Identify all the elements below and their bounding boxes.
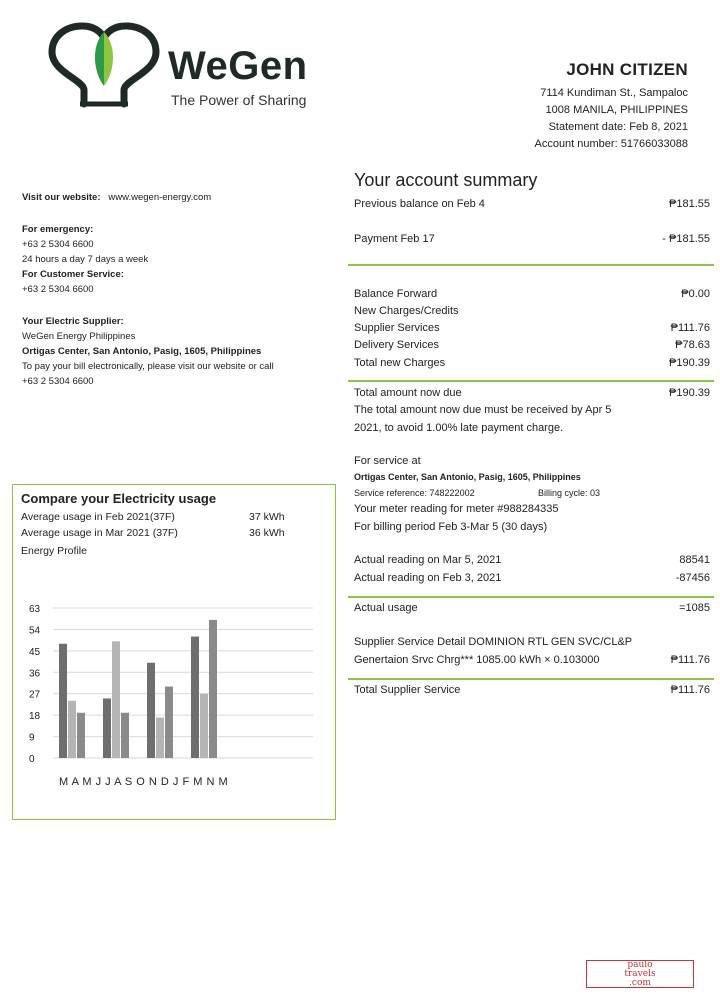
summary-title: Your account summary bbox=[354, 170, 538, 190]
supplier-services-row bbox=[354, 322, 710, 334]
previous-balance-value: ₱181.55 bbox=[669, 198, 710, 210]
lightbulb-logo-icon bbox=[44, 20, 164, 112]
emergency-phone: +63 2 5304 6600 bbox=[22, 239, 94, 250]
total-new-charges-row bbox=[354, 357, 710, 369]
emergency-hours: 24 hours a day 7 days a week bbox=[22, 254, 149, 265]
statement-date: Statement date: Feb 8, 2021 bbox=[548, 121, 688, 133]
actual-usage-row bbox=[354, 602, 710, 614]
watermark-line-1: paulo bbox=[627, 959, 653, 970]
divider bbox=[348, 380, 714, 382]
divider bbox=[348, 596, 714, 598]
service-address: Ortigas Center, San Antonio, Pasig, 1605, Philippines bbox=[354, 472, 581, 482]
energy-profile-label: Energy Profile bbox=[21, 545, 87, 557]
balance-forward-label: Balance Forward bbox=[354, 288, 438, 300]
actual-feb-row bbox=[354, 572, 710, 584]
total-supplier-label: Total Supplier Service bbox=[354, 684, 461, 696]
chart-bar bbox=[147, 663, 155, 758]
supplier-block bbox=[22, 314, 274, 389]
amount-due-label: Total amount now due bbox=[354, 387, 462, 399]
supplier-label: Your Electric Supplier: bbox=[22, 316, 124, 327]
chart-bar bbox=[68, 701, 76, 758]
usage-comparison-box bbox=[12, 484, 336, 820]
divider bbox=[348, 678, 714, 680]
supplier-address: Ortigas Center, San Antonio, Pasig, 1605, Philippines bbox=[22, 346, 262, 357]
usage-title: Compare your Electricity usage bbox=[21, 491, 217, 506]
actual-feb-value: -87456 bbox=[675, 572, 710, 584]
actual-mar-row bbox=[354, 554, 710, 566]
new-charges-row bbox=[354, 305, 710, 317]
supplier-services-label: Supplier Services bbox=[354, 322, 440, 334]
chart-ytick-label: 45 bbox=[29, 646, 41, 658]
brand-name: WeGen bbox=[168, 44, 308, 88]
balance-forward-row bbox=[354, 288, 710, 300]
account-number: Account number: 51766033088 bbox=[534, 138, 688, 150]
chart-ytick-label: 9 bbox=[29, 732, 35, 744]
usage-bar-chart bbox=[13, 485, 335, 819]
service-label: For Customer Service: bbox=[22, 269, 124, 280]
delivery-services-row bbox=[354, 339, 710, 351]
meter-reading: Your meter reading for meter #988284335 bbox=[354, 503, 559, 515]
website-link[interactable]: www.wegen-energy.com bbox=[108, 192, 212, 203]
chart-ytick-label: 63 bbox=[29, 604, 41, 615]
chart-ytick-label: 54 bbox=[29, 625, 41, 637]
customer-address-1: 7114 Kundiman St., Sampaloc bbox=[540, 87, 688, 99]
supplier-detail-row bbox=[354, 654, 710, 666]
chart-ytick-label: 0 bbox=[29, 754, 35, 765]
total-new-charges-value: ₱190.39 bbox=[669, 357, 710, 369]
total-new-charges-label: Total new Charges bbox=[354, 357, 446, 369]
billing-cycle: Billing cycle: 03 bbox=[538, 488, 601, 498]
previous-balance-label: Previous balance on Feb 4 bbox=[354, 198, 485, 210]
chart-bar bbox=[59, 644, 67, 758]
supplier-detail-1: Supplier Service Detail DOMINION RTL GEN SVC/CL&P bbox=[354, 636, 633, 648]
emergency-label: For emergency: bbox=[22, 224, 94, 235]
supplier-services-value: ₱111.76 bbox=[670, 322, 710, 334]
previous-balance-row bbox=[354, 198, 710, 210]
service-phone: +63 2 5304 6600 bbox=[22, 284, 94, 295]
actual-usage-value: =1085 bbox=[679, 602, 710, 614]
pay-phone: +63 2 5304 6600 bbox=[22, 376, 94, 387]
due-note-1: The total amount now due must be received by Apr 5 bbox=[354, 404, 612, 416]
chart-ytick-label: 18 bbox=[29, 711, 41, 723]
actual-usage-label: Actual usage bbox=[354, 602, 418, 614]
supplier-name: WeGen Energy Philippines bbox=[22, 331, 136, 342]
due-note-2: 2021, to avoid 1.00% late payment charge. bbox=[354, 422, 564, 434]
chart-xtick-labels: M A M J J A S O N D J F M N M bbox=[59, 776, 229, 788]
balance-forward-value: ₱0.00 bbox=[681, 288, 710, 300]
usage-mar-value: 36 kWh bbox=[249, 527, 285, 539]
payment-row bbox=[354, 233, 710, 245]
chart-bar bbox=[200, 694, 208, 758]
brand-tagline: The Power of Sharing bbox=[171, 92, 307, 108]
chart-bar bbox=[209, 620, 217, 758]
new-charges-label: New Charges/Credits bbox=[354, 305, 459, 317]
billing-period: For billing period Feb 3-Mar 5 (30 days) bbox=[354, 521, 548, 533]
customer-address-2: 1008 MANILA, PHILIPPINES bbox=[545, 104, 688, 116]
usage-feb-label: Average usage in Feb 2021(37F) bbox=[21, 511, 175, 523]
service-reference: Service reference: 748222002 bbox=[354, 488, 475, 498]
chart-ytick-label: 36 bbox=[29, 668, 41, 680]
supplier-detail-2: Genertaion Srvc Chrg*** 1085.00 kWh × 0.103000 bbox=[354, 654, 600, 666]
chart-bar bbox=[156, 718, 164, 758]
contact-block bbox=[22, 222, 148, 297]
watermark-stamp bbox=[586, 960, 694, 988]
payment-value: - ₱181.55 bbox=[662, 233, 710, 245]
usage-mar-label: Average usage in Mar 2021 (37F) bbox=[21, 527, 178, 539]
pay-text: To pay your bill electronically, please visit our website or call bbox=[22, 361, 274, 372]
delivery-services-value: ₱78.63 bbox=[675, 339, 710, 351]
supplier-detail-value: ₱111.76 bbox=[670, 654, 710, 666]
chart-bar bbox=[112, 641, 120, 758]
chart-bar bbox=[191, 637, 199, 758]
usage-feb-value: 37 kWh bbox=[249, 511, 285, 523]
service-for-label: For service at bbox=[354, 455, 421, 467]
watermark-line-3: .com bbox=[629, 977, 651, 988]
actual-mar-label: Actual reading on Mar 5, 2021 bbox=[354, 554, 502, 566]
amount-due-row bbox=[354, 387, 710, 399]
website-label: Visit our website: bbox=[22, 192, 101, 203]
watermark-line-2: travels bbox=[624, 968, 656, 979]
chart-bar bbox=[121, 713, 129, 758]
customer-name: JOHN CITIZEN bbox=[566, 60, 688, 79]
amount-due-value: ₱190.39 bbox=[669, 387, 710, 399]
actual-feb-label: Actual reading on Feb 3, 2021 bbox=[354, 572, 502, 584]
chart-bar bbox=[77, 713, 85, 758]
total-supplier-row bbox=[354, 684, 710, 696]
chart-ytick-label: 27 bbox=[29, 689, 41, 701]
chart-bar bbox=[165, 687, 173, 758]
website-line bbox=[22, 190, 211, 205]
delivery-services-label: Delivery Services bbox=[354, 339, 439, 351]
payment-label: Payment Feb 17 bbox=[354, 233, 435, 245]
total-supplier-value: ₱111.76 bbox=[670, 684, 710, 696]
divider bbox=[348, 264, 714, 266]
chart-bar bbox=[103, 698, 111, 758]
actual-mar-value: 88541 bbox=[679, 554, 710, 566]
